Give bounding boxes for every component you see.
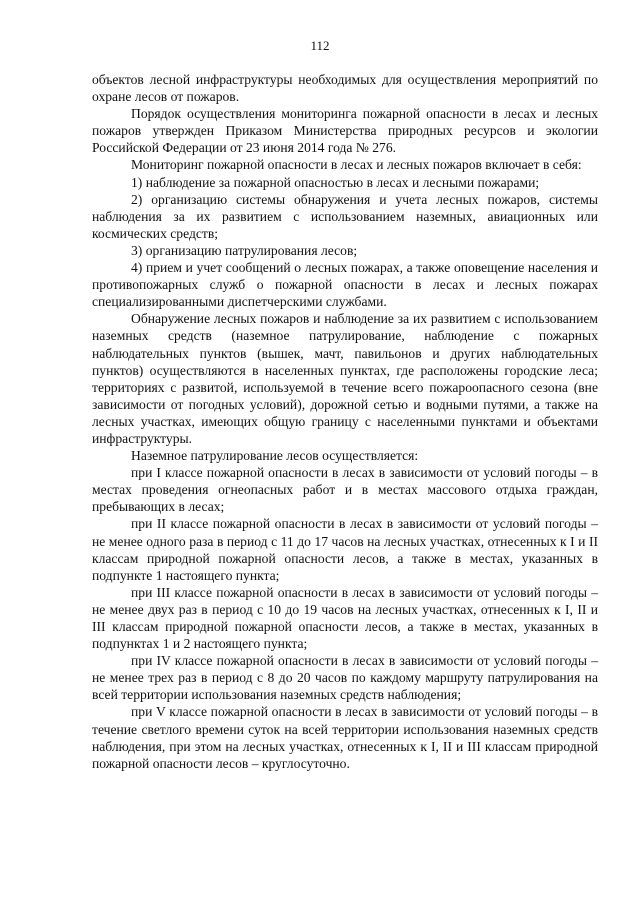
paragraph: при III классе пожарной опасности в лесах в зависимости от условий погоды – не менее двух раз в период с 10 до 19 часов на лесных участках, отнесенных к I, II и III классам природной пожарной опасности лесов, а также в местах, указанных в подпунктах 1 и 2 настоящего пункта; (92, 584, 598, 652)
paragraph: Обнаружение лесных пожаров и наблюдение за их развитием с использованием наземных средств (наземное патрулирование, наблюдение с пожарных наблюдательных пунктов (вышек, мачт, павильонов и других наблюдательных пунктов) осуществляются в населенных пунктах, где расположены городские леса; территориях с развитой, используемой в течение всего пожароопасного сезона (вне зависимости от погодных условий), дорожной сетью и водными путями, а также на лесных участках, имеющих общую границу с населенными пунктами и объектами инфраструктуры. (92, 311, 598, 446)
paragraph: Порядок осуществления мониторинга пожарной опасности в лесах и лесных пожаров утвержден Приказом Министерства природных ресурсов и экологии Российской Федерации от 23 июня 2014 года № 276. (92, 106, 598, 156)
paragraph: при I классе пожарной опасности в лесах в зависимости от условий погоды – в местах проведения огнеопасных работ и в местах массового отдыха граждан, пребывающих в лесах; (92, 465, 598, 515)
paragraph: Мониторинг пожарной опасности в лесах и лесных пожаров включает в себя: (131, 157, 582, 173)
paragraph: объектов лесной инфраструктуры необходимых для осуществления мероприятий по охране лесов от пожаров. (92, 72, 598, 105)
list-item: 4) прием и учет сообщений о лесных пожарах, а также оповещение населения и противопожарных служб о пожарной опасности в лесах и лесных пожарах специализированными диспетчерскими службами. (92, 260, 598, 310)
paragraph: при V классе пожарной опасности в лесах в зависимости от условий погоды – в течение светлого времени суток на всей территории использования наземных средств наблюдения, при этом на лесных участках, отнесенных к I, II и III классам природной пожарной опасности лесов – круглосуточно. (92, 704, 598, 771)
body-text (92, 71, 598, 772)
list-item: 1) наблюдение за пожарной опасностью в лесах и лесными пожарами; (131, 174, 540, 190)
paragraph: при IV классе пожарной опасности в лесах в зависимости от условий погоды – не менее трех раз в период с 8 до 20 часов по каждому маршруту патрулирования на всей территории использования наземных средств наблюдения; (92, 653, 598, 703)
list-item: 2) организацию системы обнаружения и учета лесных пожаров, системы наблюдения за их развитием с использованием наземных, авиационных или космических средств; (92, 191, 598, 241)
list-item: 3) организацию патрулирования лесов; (131, 242, 358, 258)
page-number: 112 (310, 38, 330, 53)
paragraph: Наземное патрулирование лесов осуществляется: (131, 448, 419, 464)
paragraph: при II классе пожарной опасности в лесах в зависимости от условий погоды – не менее одного раза в период с 11 до 17 часов на лесных участках, отнесенных к I и II классам природной пожарной опасности лесов, а также в местах, указанных в подпункте 1 настоящего пункта; (92, 516, 598, 583)
